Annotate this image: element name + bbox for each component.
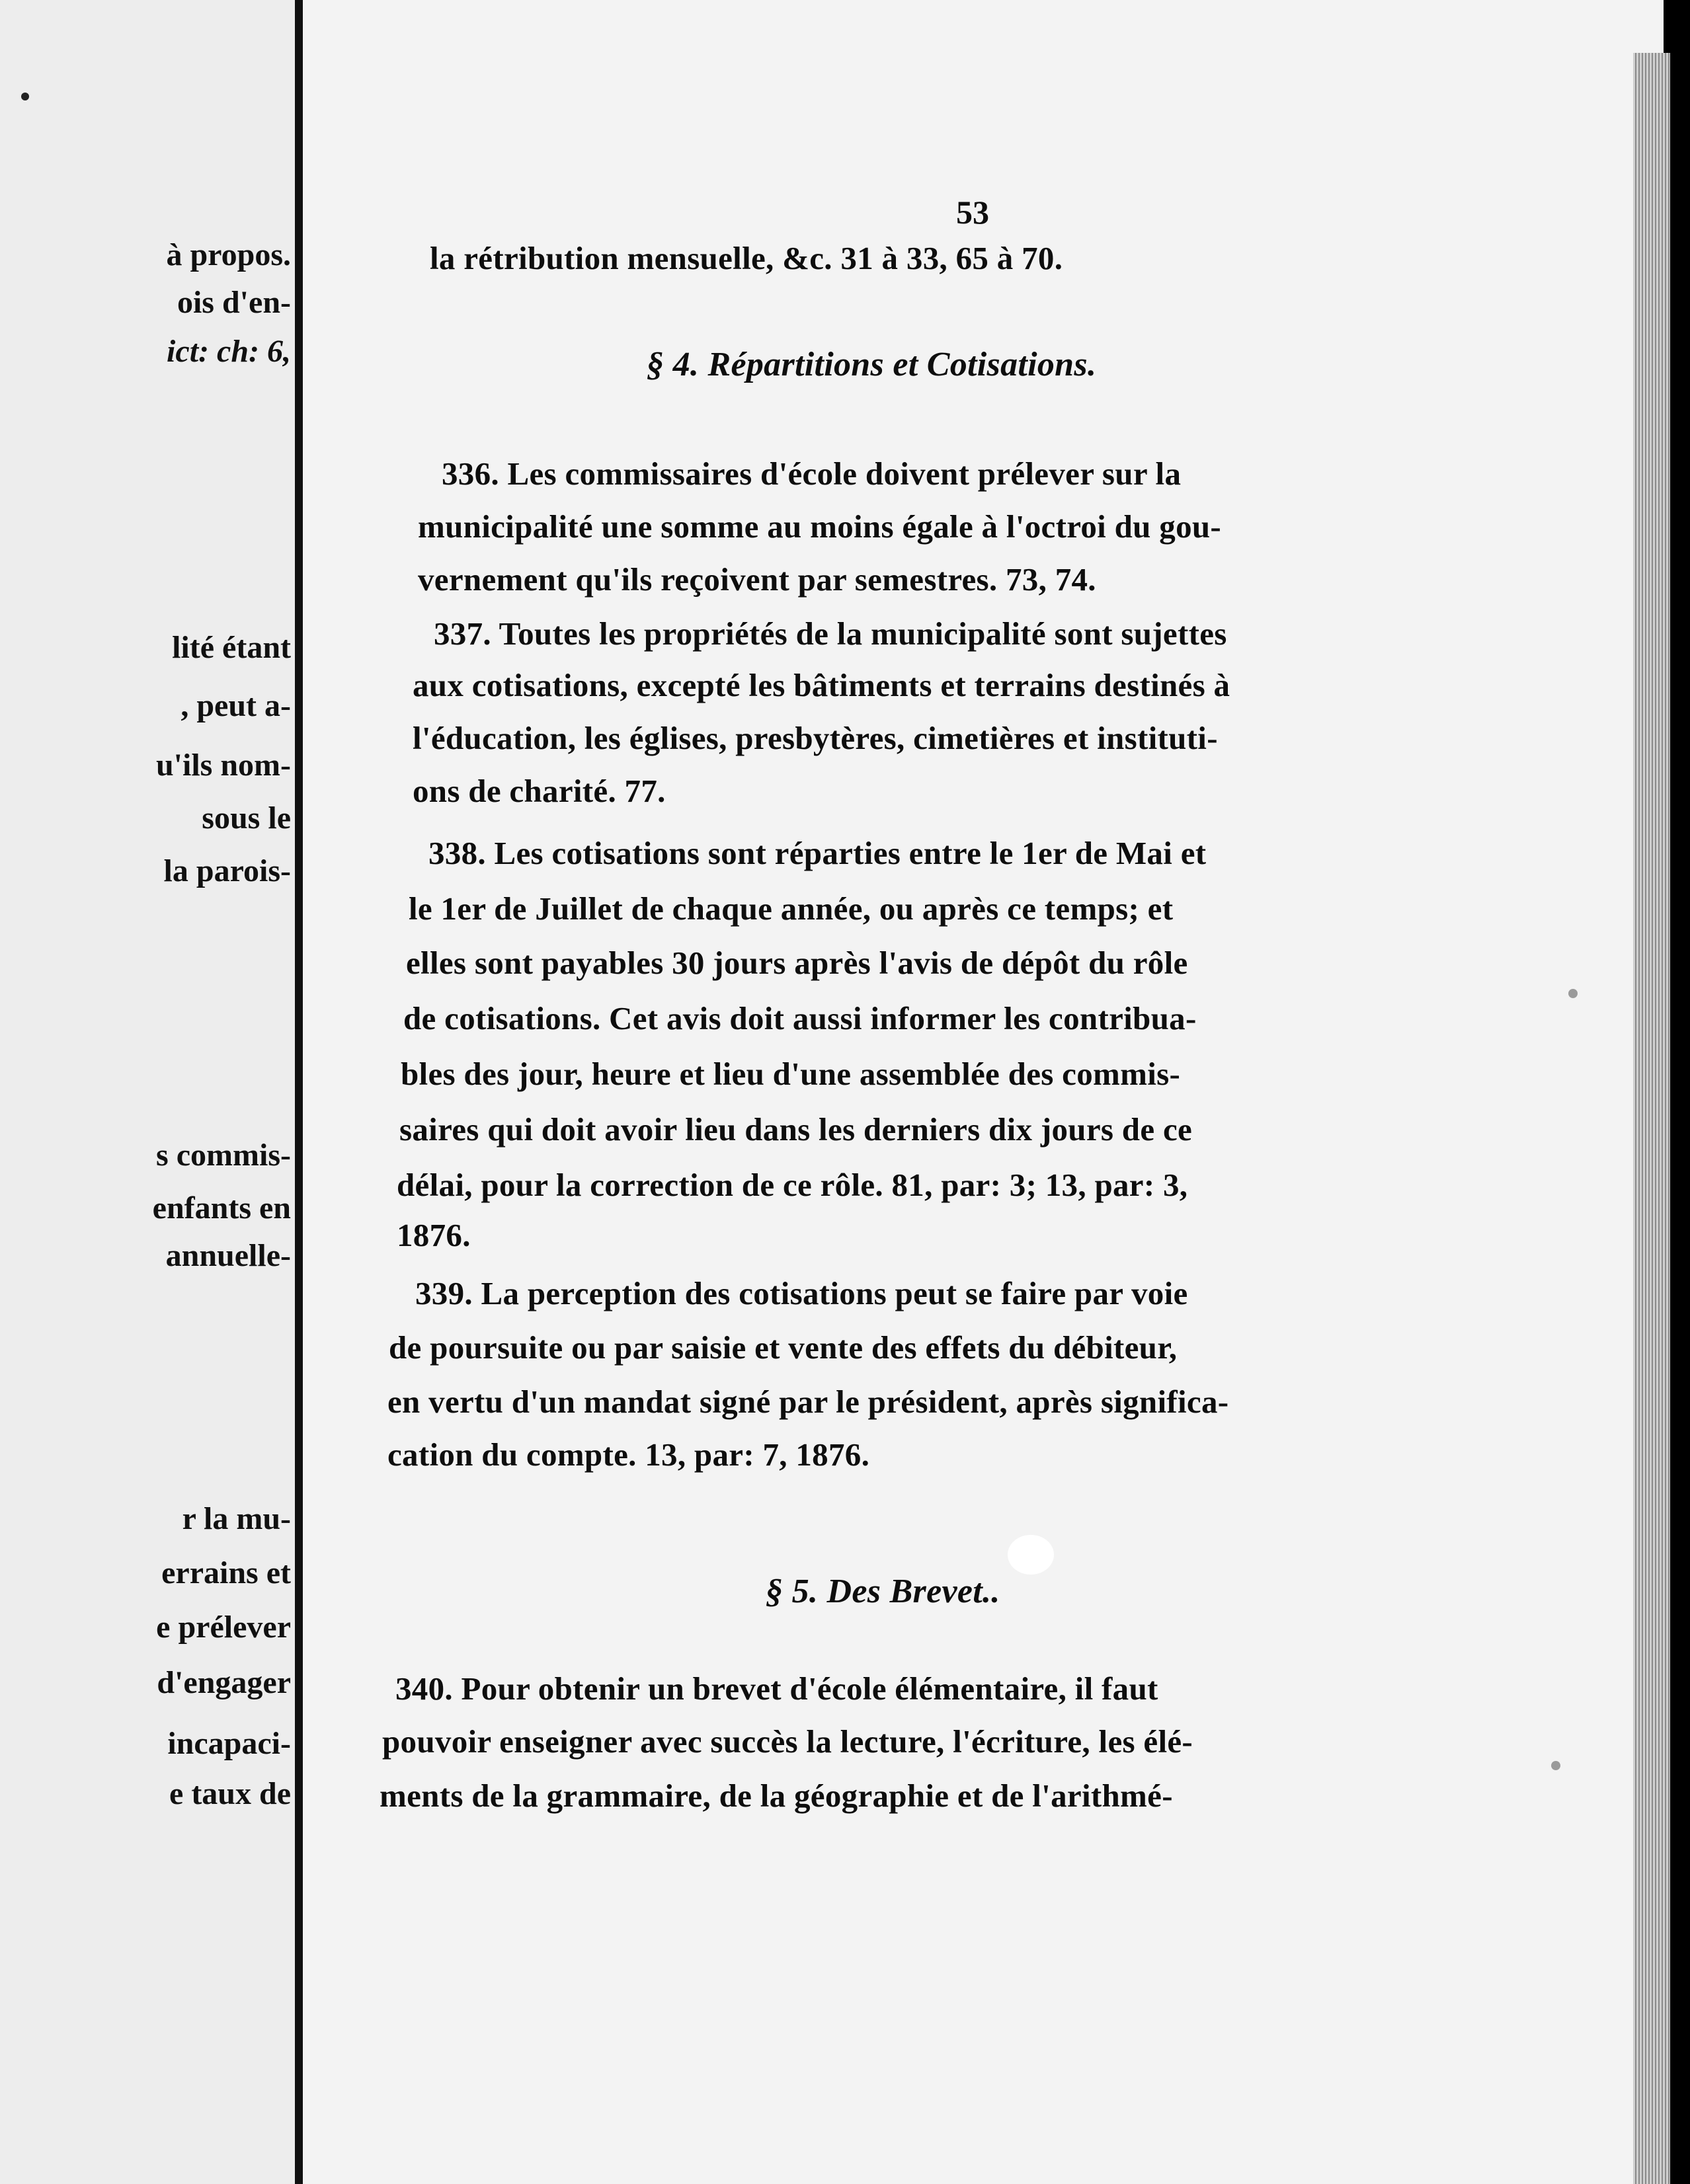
left-line-6: u'ils nom- — [155, 748, 291, 783]
text-line-6: 337. Toutes les propriétés de la municipalité sont sujettes — [434, 615, 1227, 652]
text-line-24: pouvoir enseigner avec succès la lecture, l'écriture, les élé- — [382, 1723, 1193, 1760]
text-line-8: l'éducation, les églises, presbytères, cimetières et instituti- — [413, 720, 1218, 756]
text-line-10: 338. Les cotisations sont réparties entre le 1er de Mai et — [428, 835, 1207, 871]
left-line-2: ois d'en- — [177, 285, 291, 320]
left-line-7: sous le — [202, 800, 291, 836]
text-line-1: la rétribution mensuelle, &c. 31 à 33, 65 à 70. — [430, 240, 1063, 276]
right-page — [303, 0, 1664, 2184]
left-line-9: s commis- — [156, 1138, 291, 1173]
left-line-11: annuelle- — [165, 1238, 291, 1273]
text-line-5: vernement qu'ils reçoivent par semestres. 73, 74. — [418, 561, 1096, 598]
left-line-3: ict: ch: 6, — [167, 334, 291, 369]
text-line-4: municipalité une somme au moins égale à l'octroi du gou- — [418, 508, 1222, 545]
text-line-13: de cotisations. Cet avis doit aussi informer les contribua- — [403, 1000, 1197, 1036]
section-heading-4 — [647, 345, 1096, 384]
left-line-4: lité étant — [172, 630, 291, 665]
section-heading-5-text: § 5. Des Brevet.. — [766, 1573, 1000, 1610]
paper-blemish — [1008, 1535, 1054, 1575]
left-line-16: incapaci- — [167, 1726, 291, 1761]
ink-speck — [1568, 989, 1578, 998]
text-line-21: cation du compte. 13, par: 7, 1876. — [387, 1436, 870, 1473]
text-line-14: bles des jour, heure et lieu d'une assemblée des commis- — [401, 1056, 1181, 1092]
left-line-8: la parois- — [163, 853, 291, 888]
text-line-3: 336. Les commissaires d'école doivent prélever sur la — [442, 455, 1182, 492]
left-line-5: , peut a- — [181, 688, 291, 723]
text-line-20: en vertu d'un mandat signé par le président, après significa- — [387, 1384, 1229, 1420]
text-line-19: de poursuite ou par saisie et vente des effets du débiteur, — [389, 1329, 1178, 1366]
section-heading-5 — [766, 1572, 1000, 1611]
ink-speck — [1551, 1761, 1560, 1770]
left-page-fragment — [0, 0, 295, 2184]
text-line-12: elles sont payables 30 jours après l'avis de dépôt du rôle — [406, 945, 1188, 981]
text-line-23: 340. Pour obtenir un brevet d'école élémentaire, il faut — [395, 1670, 1158, 1707]
left-line-13: errains et — [161, 1555, 291, 1590]
page-number: 53 — [956, 194, 989, 231]
text-line-9: ons de charité. 77. — [413, 773, 666, 809]
left-line-12: r la mu- — [182, 1501, 291, 1536]
text-line-7: aux cotisations, excepté les bâtiments et terrains destinés à — [413, 667, 1230, 703]
ink-dot — [21, 93, 29, 100]
text-line-18: 339. La perception des cotisations peut se faire par voie — [415, 1275, 1188, 1311]
left-line-1: à propos. — [166, 237, 291, 272]
left-line-15: d'engager — [157, 1665, 291, 1700]
page-edges — [1633, 53, 1670, 2184]
text-line-11: le 1er de Juillet de chaque année, ou après ce temps; et — [409, 890, 1174, 927]
left-line-17: e taux de — [169, 1776, 291, 1811]
text-line-15: saires qui doit avoir lieu dans les derniers dix jours de ce — [399, 1111, 1193, 1148]
text-line-25: ments de la grammaire, de la géographie et de l'arithmé- — [380, 1777, 1173, 1814]
text-line-17: 1876. — [397, 1217, 471, 1253]
book-gutter — [295, 0, 303, 2184]
left-line-10: enfants en — [152, 1190, 291, 1226]
left-line-14: e prélever — [156, 1610, 291, 1645]
section-heading-4-text: § 4. Répartitions et Cotisations. — [647, 346, 1097, 383]
text-line-16: délai, pour la correction de ce rôle. 81, par: 3; 13, par: 3, — [397, 1167, 1188, 1203]
